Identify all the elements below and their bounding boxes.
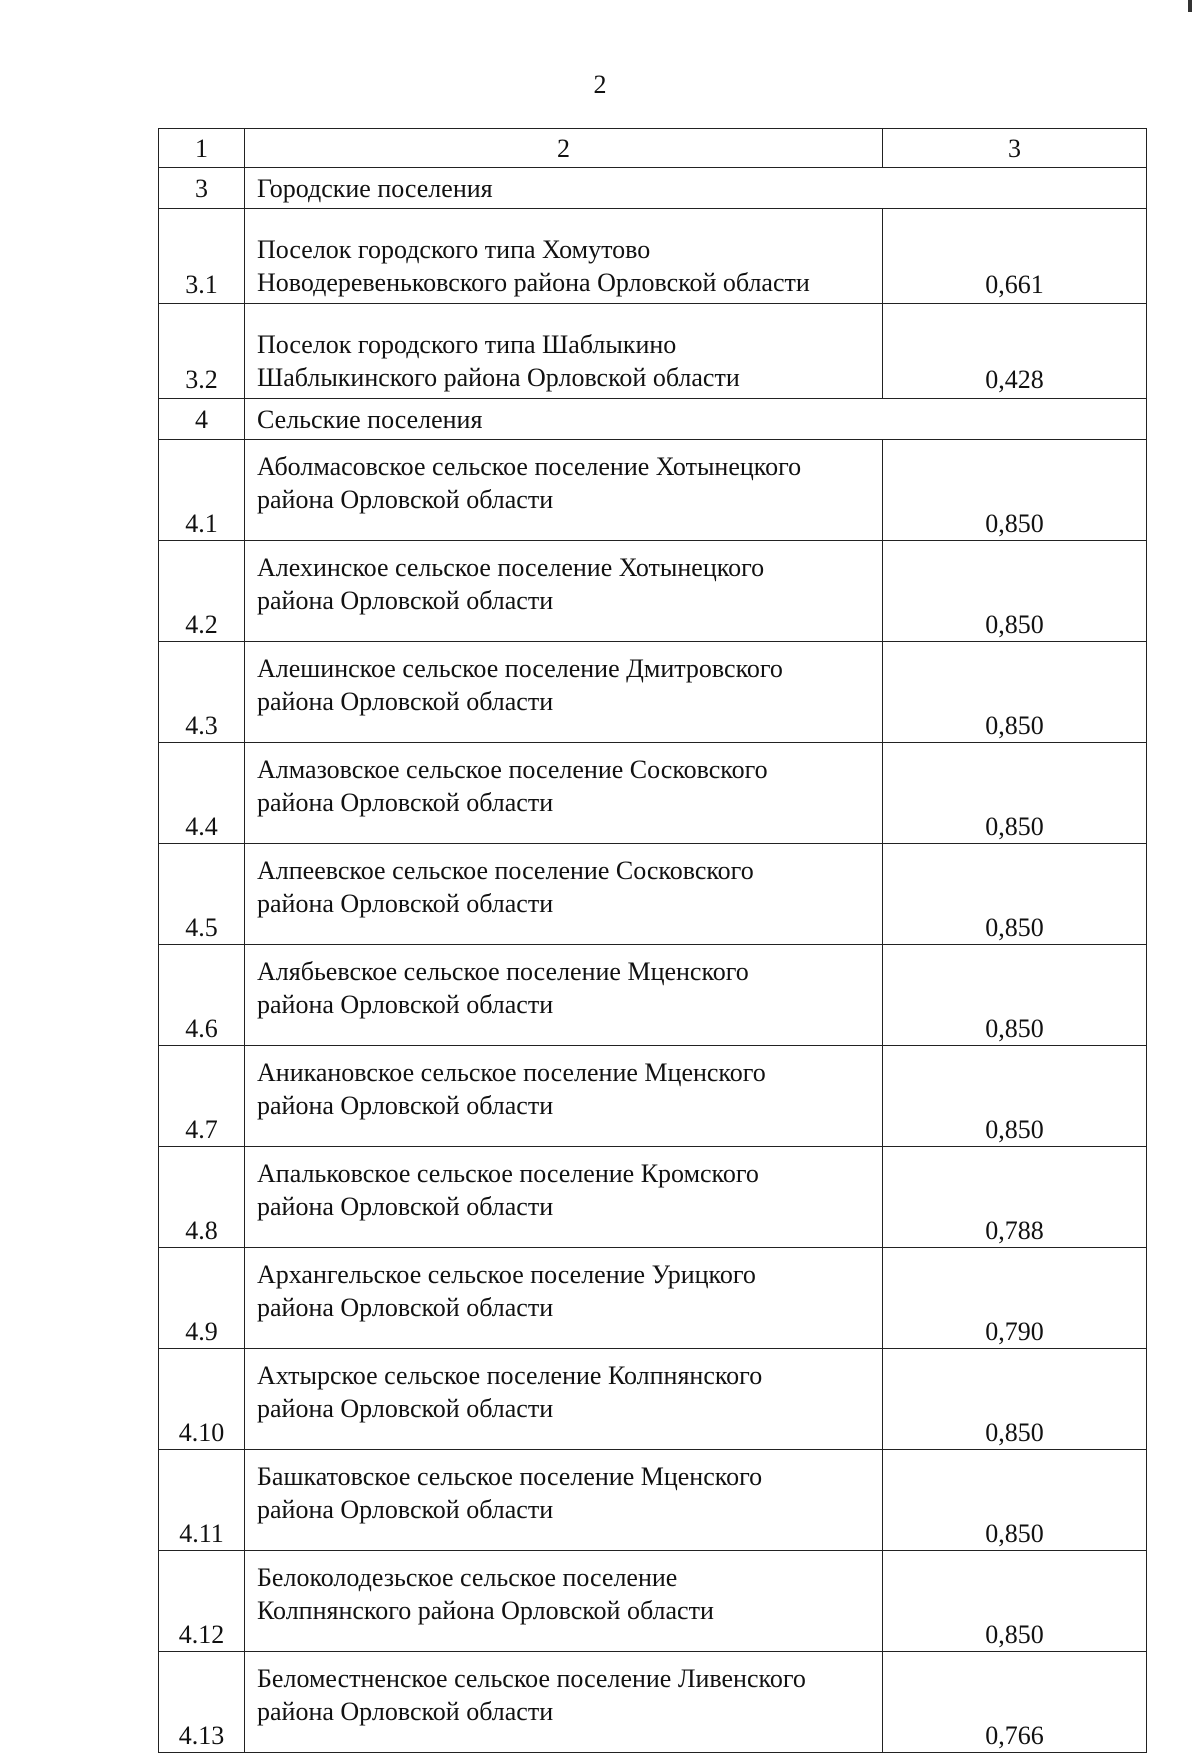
column-header-3: 3 xyxy=(883,129,1147,168)
coefficient-value: 0,850 xyxy=(883,1046,1147,1147)
settlement-name xyxy=(245,1046,883,1147)
settlement-name-line-2: района Орловской области xyxy=(257,1091,554,1120)
row-number: 4.12 xyxy=(159,1551,245,1652)
table-row xyxy=(159,1652,1147,1753)
table-row xyxy=(159,1147,1147,1248)
settlement-name-line-2: Новодеревеньковского района Орловской области xyxy=(257,268,810,297)
settlement-name-line-2: района Орловской области xyxy=(257,586,554,615)
section-row xyxy=(159,168,1147,209)
row-number: 4.1 xyxy=(159,440,245,541)
section-title: Городские поселения xyxy=(245,168,1147,209)
table-row xyxy=(159,1349,1147,1450)
settlement-name xyxy=(245,642,883,743)
table-row xyxy=(159,642,1147,743)
settlement-name-line-1: Аболмасовское сельское поселение Хотынецкого xyxy=(257,452,802,481)
settlement-name xyxy=(245,1349,883,1450)
row-number: 4.6 xyxy=(159,945,245,1046)
table-row xyxy=(159,1248,1147,1349)
table-row xyxy=(159,541,1147,642)
settlement-name-line-2: района Орловской области xyxy=(257,1293,554,1322)
table-row xyxy=(159,844,1147,945)
settlement-name-line-2: района Орловской области xyxy=(257,1697,554,1726)
table-row xyxy=(159,440,1147,541)
table-row xyxy=(159,304,1147,399)
settlement-name xyxy=(245,743,883,844)
settlement-name-line-2: района Орловской области xyxy=(257,990,554,1019)
coefficient-value: 0,850 xyxy=(883,1349,1147,1450)
section-number: 3 xyxy=(159,168,245,209)
coefficient-value: 0,790 xyxy=(883,1248,1147,1349)
settlement-name-line-1: Аникановское сельское поселение Мценского xyxy=(257,1058,766,1087)
coefficient-value: 0,661 xyxy=(883,209,1147,304)
coefficient-value: 0,850 xyxy=(883,642,1147,743)
coefficient-value: 0,766 xyxy=(883,1652,1147,1753)
settlement-name-line-2: Колпнянского района Орловской области xyxy=(257,1596,714,1625)
row-number: 4.13 xyxy=(159,1652,245,1753)
settlement-name xyxy=(245,440,883,541)
table-header-row xyxy=(159,129,1147,168)
settlement-name-line-2: района Орловской области xyxy=(257,1192,554,1221)
column-header-2: 2 xyxy=(245,129,883,168)
section-number: 4 xyxy=(159,399,245,440)
settlement-name-line-2: Шаблыкинского района Орловской области xyxy=(257,363,740,392)
settlement-name-line-2: района Орловской области xyxy=(257,788,554,817)
settlement-name-line-2: района Орловской области xyxy=(257,1394,554,1423)
settlement-name-line-1: Белоколодезьское сельское поселение xyxy=(257,1563,678,1592)
page-number: 2 xyxy=(593,70,607,99)
row-number: 3.2 xyxy=(159,304,245,399)
settlement-name xyxy=(245,1652,883,1753)
settlement-name-line-1: Архангельское сельское поселение Урицкого xyxy=(257,1260,756,1289)
coefficient-value: 0,788 xyxy=(883,1147,1147,1248)
table-body xyxy=(159,129,1147,1753)
settlement-name-line-1: Алябьевское сельское поселение Мценского xyxy=(257,957,749,986)
coefficient-value: 0,850 xyxy=(883,945,1147,1046)
settlement-name-line-2: района Орловской области xyxy=(257,687,554,716)
settlement-name-line-1: Беломестненское сельское поселение Ливенского xyxy=(257,1664,806,1693)
settlement-name-line-1: Алешинское сельское поселение Дмитровского xyxy=(257,654,783,683)
row-number: 4.2 xyxy=(159,541,245,642)
row-number: 4.9 xyxy=(159,1248,245,1349)
settlement-name-line-1: Ахтырское сельское поселение Колпнянского xyxy=(257,1361,763,1390)
settlement-name-line-1: Алмазовское сельское поселение Сосковского xyxy=(257,755,768,784)
settlement-name-line-2: района Орловской области xyxy=(257,485,554,514)
coefficient-value: 0,850 xyxy=(883,1450,1147,1551)
coefficient-value: 0,850 xyxy=(883,541,1147,642)
settlement-name xyxy=(245,541,883,642)
coefficient-value: 0,850 xyxy=(883,743,1147,844)
column-header-1: 1 xyxy=(159,129,245,168)
row-number: 4.4 xyxy=(159,743,245,844)
coefficient-value: 0,850 xyxy=(883,1551,1147,1652)
settlement-name xyxy=(245,1248,883,1349)
scan-edge-mark xyxy=(1188,0,1192,12)
settlement-name-line-2: района Орловской области xyxy=(257,889,554,918)
settlement-name xyxy=(245,304,883,399)
settlement-name-line-1: Апальковское сельское поселение Кромского xyxy=(257,1159,759,1188)
coefficient-value: 0,850 xyxy=(883,844,1147,945)
settlement-name-line-1: Алпеевское сельское поселение Сосковского xyxy=(257,856,754,885)
table-row xyxy=(159,209,1147,304)
coefficient-value: 0,428 xyxy=(883,304,1147,399)
table-row xyxy=(159,743,1147,844)
coefficient-value: 0,850 xyxy=(883,440,1147,541)
settlement-name xyxy=(245,209,883,304)
section-row xyxy=(159,399,1147,440)
section-title: Сельские поселения xyxy=(245,399,1147,440)
row-number: 4.8 xyxy=(159,1147,245,1248)
row-number: 4.3 xyxy=(159,642,245,743)
table-row xyxy=(159,1450,1147,1551)
settlement-name xyxy=(245,1551,883,1652)
settlement-name xyxy=(245,1450,883,1551)
settlement-name-line-1: Алехинское сельское поселение Хотынецкого xyxy=(257,553,765,582)
settlement-name-line-1: Башкатовское сельское поселение Мценского xyxy=(257,1462,763,1491)
row-number: 3.1 xyxy=(159,209,245,304)
settlement-name-line-2: района Орловской области xyxy=(257,1495,554,1524)
settlement-name xyxy=(245,1147,883,1248)
table-row xyxy=(159,1046,1147,1147)
row-number: 4.7 xyxy=(159,1046,245,1147)
row-number: 4.5 xyxy=(159,844,245,945)
settlement-name xyxy=(245,844,883,945)
table-row xyxy=(159,1551,1147,1652)
settlement-name-line-1: Поселок городского типа Хомутово xyxy=(257,235,651,264)
row-number: 4.11 xyxy=(159,1450,245,1551)
settlement-name-line-1: Поселок городского типа Шаблыкино xyxy=(257,330,677,359)
table-row xyxy=(159,945,1147,1046)
row-number: 4.10 xyxy=(159,1349,245,1450)
settlement-name xyxy=(245,945,883,1046)
settlements-table xyxy=(158,128,1147,1753)
